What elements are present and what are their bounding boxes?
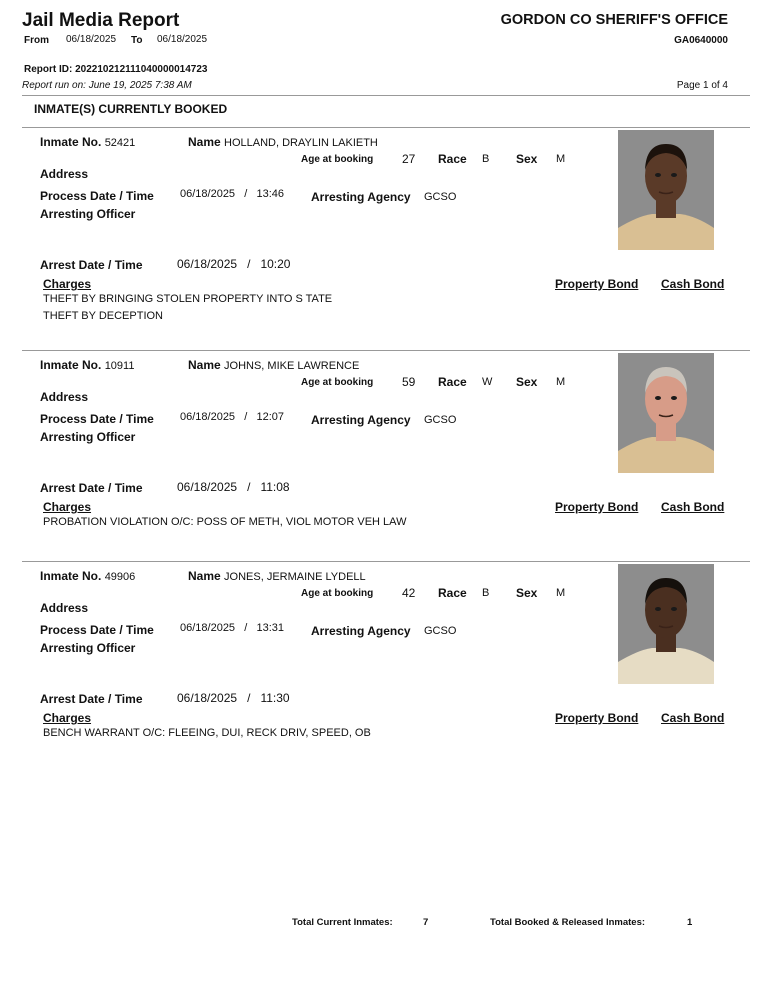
report-title: Jail Media Report xyxy=(22,10,180,31)
sex-value: M xyxy=(556,153,566,165)
sex-label: Sex xyxy=(516,375,538,389)
process-time: 13:31 xyxy=(256,622,284,634)
arrest-label: Arrest Date / Time xyxy=(40,481,143,495)
race-value: W xyxy=(482,376,493,388)
arrest-slash: / xyxy=(247,480,251,494)
age-value: 27 xyxy=(402,152,416,166)
arrest-slash: / xyxy=(247,691,251,705)
process-date: 06/18/2025 xyxy=(180,622,236,634)
arrest-label: Arrest Date / Time xyxy=(40,692,143,706)
arrest-time: 11:08 xyxy=(260,480,290,494)
inmate-no: 49906 xyxy=(104,571,136,583)
name-label: Name xyxy=(188,569,221,583)
arrest-date: 06/18/2025 xyxy=(177,257,238,271)
charges-label: Charges xyxy=(43,500,92,514)
sex-label: Sex xyxy=(516,152,538,166)
address-label: Address xyxy=(40,601,89,615)
arrest-time: 10:20 xyxy=(260,257,291,271)
mugshot xyxy=(618,564,714,684)
process-label: Process Date / Time xyxy=(40,412,154,426)
header-divider xyxy=(22,95,750,96)
age-value: 59 xyxy=(402,375,416,389)
inmate-record xyxy=(0,130,773,345)
to-date: 06/18/2025 xyxy=(157,34,208,45)
process-slash: / xyxy=(244,188,248,200)
process-time: 12:07 xyxy=(256,411,284,423)
mugshot-image xyxy=(618,353,714,473)
charge-item: PROBATION VIOLATION O/C: POSS OF METH, VIOL MOTOR VEH LAW xyxy=(43,516,407,528)
total-current-value: 7 xyxy=(423,917,429,928)
charge-item: THEFT BY BRINGING STOLEN PROPERTY INTO S TATE xyxy=(43,293,333,305)
record-divider xyxy=(22,561,750,562)
race-label: Race xyxy=(438,152,467,166)
total-booked-label: Total Booked & Released Inmates: xyxy=(490,917,646,928)
agency-ori: GA0640000 xyxy=(674,35,728,46)
arresting-officer-label: Arresting Officer xyxy=(40,641,136,655)
age-label: Age at booking xyxy=(301,377,374,388)
process-slash: / xyxy=(244,622,248,634)
report-id: Report ID: 202210212111040000014723 xyxy=(24,64,208,75)
process-label: Process Date / Time xyxy=(40,623,154,637)
process-slash: / xyxy=(244,411,248,423)
mugshot xyxy=(618,353,714,473)
from-label: From xyxy=(24,35,49,46)
name-label: Name xyxy=(188,135,221,149)
inmate-name: HOLLAND, DRAYLIN LAKIETH xyxy=(224,137,378,149)
mugshot-image xyxy=(618,130,714,250)
process-label: Process Date / Time xyxy=(40,189,154,203)
section-title: INMATE(S) CURRENTLY BOOKED xyxy=(34,102,228,116)
mugshot-image xyxy=(618,564,714,684)
report-run-on: Report run on: June 19, 2025 7:38 AM xyxy=(22,80,192,91)
arrest-date: 06/18/2025 xyxy=(177,691,238,705)
process-date: 06/18/2025 xyxy=(180,411,236,423)
arresting-agency-value: GCSO xyxy=(424,625,457,637)
cash-bond-label: Cash Bond xyxy=(661,277,725,291)
property-bond-label: Property Bond xyxy=(555,711,639,725)
property-bond-label: Property Bond xyxy=(555,500,639,514)
race-label: Race xyxy=(438,375,467,389)
charges-label: Charges xyxy=(43,277,92,291)
cash-bond-label: Cash Bond xyxy=(661,500,725,514)
sex-value: M xyxy=(556,587,566,599)
age-value: 42 xyxy=(402,586,416,600)
inmate-name: JONES, JERMAINE LYDELL xyxy=(224,571,366,583)
record-divider xyxy=(22,350,750,351)
page-number: Page 1 of 4 xyxy=(676,80,728,91)
agency-name: GORDON CO SHERIFF'S OFFICE xyxy=(500,12,728,28)
cash-bond-label: Cash Bond xyxy=(661,711,725,725)
sex-label: Sex xyxy=(516,586,538,600)
race-label: Race xyxy=(438,586,467,600)
inmate-no-label: Inmate No. xyxy=(40,135,102,149)
inmate-name: JOHNS, MIKE LAWRENCE xyxy=(224,360,360,372)
from-date: 06/18/2025 xyxy=(66,34,117,45)
total-booked-value: 1 xyxy=(687,917,693,928)
arresting-agency-label: Arresting Agency xyxy=(311,624,411,638)
arresting-agency-value: GCSO xyxy=(424,191,457,203)
to-label: To xyxy=(131,35,143,46)
arresting-agency-value: GCSO xyxy=(424,414,457,426)
charges-label: Charges xyxy=(43,711,92,725)
age-label: Age at booking xyxy=(301,588,374,599)
arresting-officer-label: Arresting Officer xyxy=(40,430,136,444)
process-date: 06/18/2025 xyxy=(180,188,236,200)
section-divider xyxy=(22,127,750,128)
arresting-agency-label: Arresting Agency xyxy=(311,413,411,427)
arresting-agency-label: Arresting Agency xyxy=(311,190,411,204)
inmate-record xyxy=(0,353,773,568)
mugshot xyxy=(618,130,714,250)
inmate-no-label: Inmate No. xyxy=(40,358,102,372)
charge-item: THEFT BY DECEPTION xyxy=(43,310,164,322)
arrest-label: Arrest Date / Time xyxy=(40,258,143,272)
sex-value: M xyxy=(556,376,566,388)
race-value: B xyxy=(482,587,490,599)
arrest-date: 06/18/2025 xyxy=(177,480,238,494)
arrest-time: 11:30 xyxy=(260,691,290,705)
arresting-officer-label: Arresting Officer xyxy=(40,207,136,221)
inmate-record xyxy=(0,564,773,779)
inmate-no: 10911 xyxy=(104,360,135,372)
address-label: Address xyxy=(40,390,89,404)
charge-item: BENCH WARRANT O/C: FLEEING, DUI, RECK DRIV, SPEED, OB xyxy=(43,727,371,739)
inmate-no: 52421 xyxy=(104,137,136,149)
address-label: Address xyxy=(40,167,89,181)
arrest-slash: / xyxy=(247,257,251,271)
property-bond-label: Property Bond xyxy=(555,277,639,291)
name-label: Name xyxy=(188,358,221,372)
inmate-no-label: Inmate No. xyxy=(40,569,102,583)
race-value: B xyxy=(482,153,490,165)
total-current-label: Total Current Inmates: xyxy=(292,917,393,928)
age-label: Age at booking xyxy=(301,154,374,165)
process-time: 13:46 xyxy=(256,188,284,200)
